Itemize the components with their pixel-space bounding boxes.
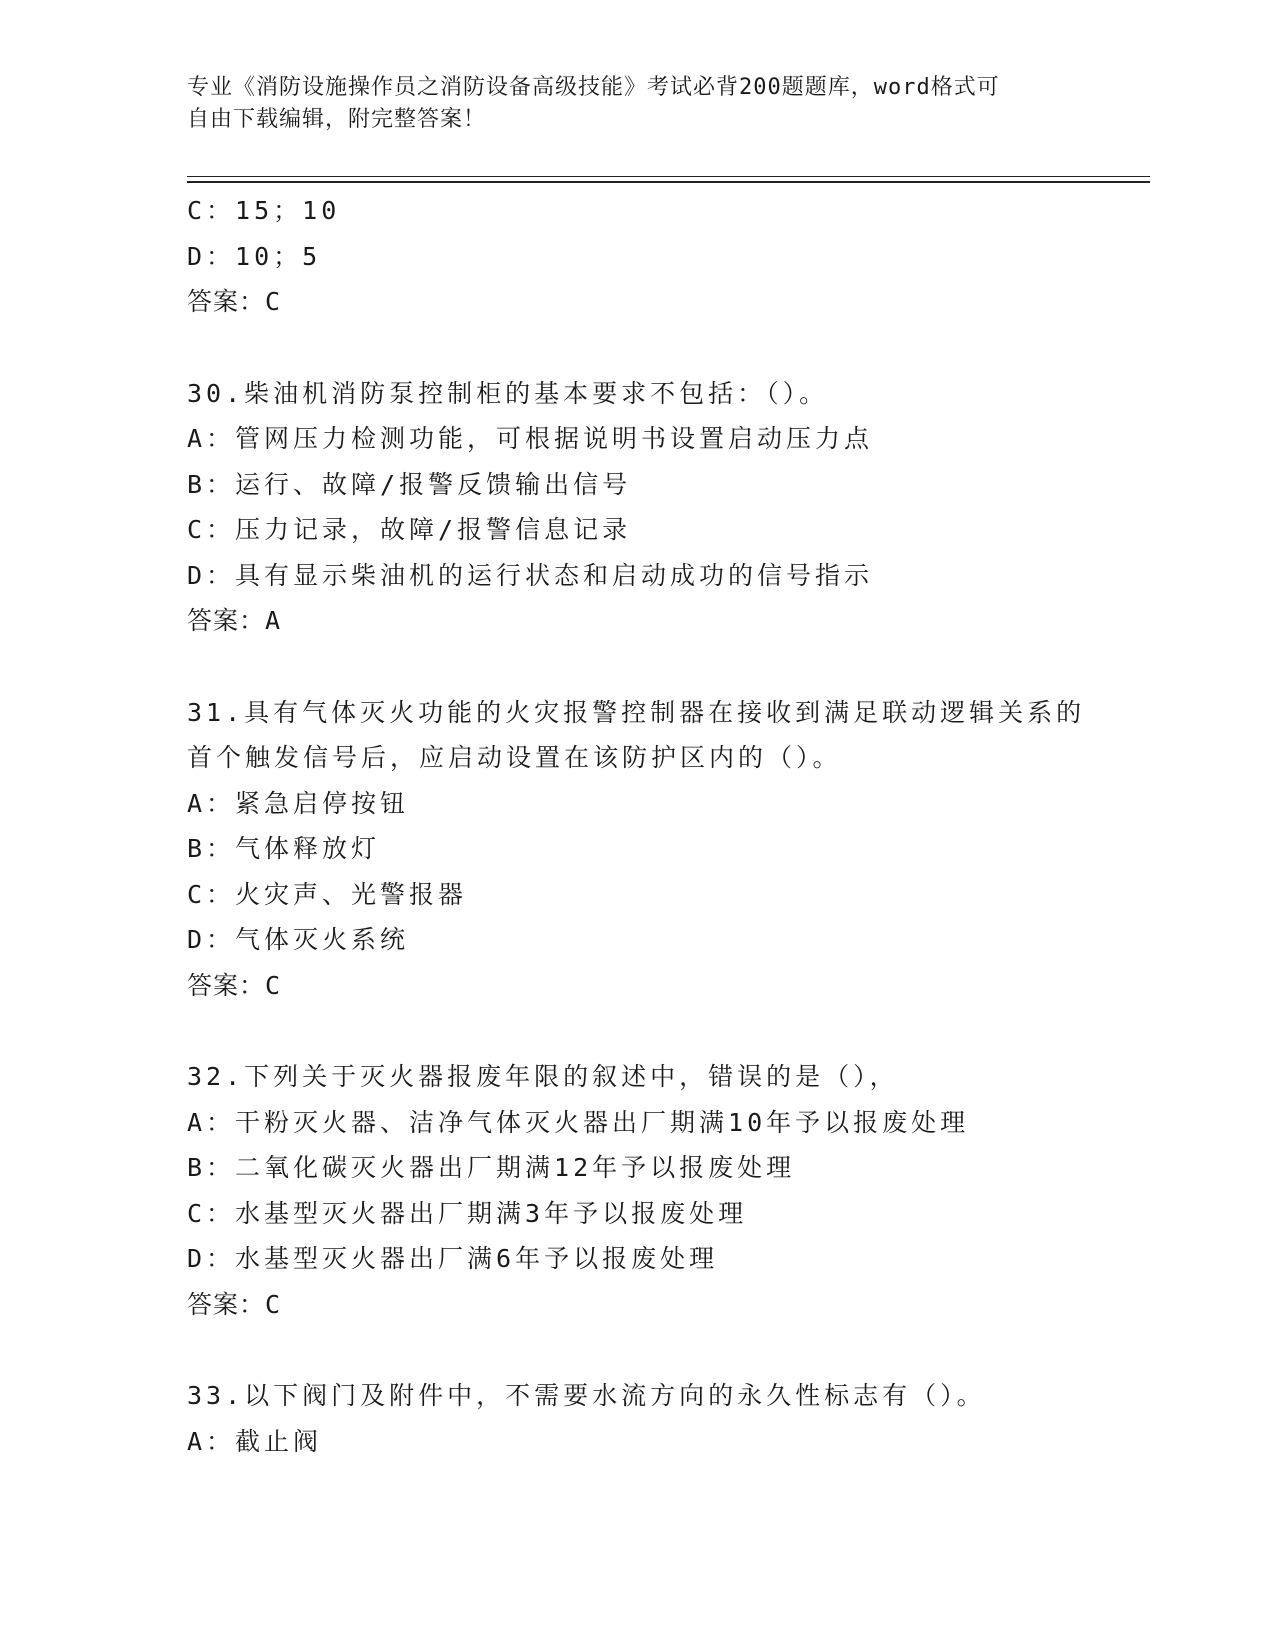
answer-line: 答案：C bbox=[187, 970, 282, 1000]
question-33 bbox=[187, 1373, 1087, 1464]
answer-line: 答案：C bbox=[187, 1289, 282, 1319]
option-c: C：压力记录，故障/报警信息记录 bbox=[187, 515, 632, 544]
previous-question-tail bbox=[187, 188, 1087, 325]
option-a: A：管网压力检测功能，可根据说明书设置启动压力点 bbox=[187, 424, 874, 453]
answer-line: 答案：A bbox=[187, 606, 282, 635]
option-a: A：截止阀 bbox=[187, 1426, 323, 1456]
spacer bbox=[187, 325, 1087, 371]
option-c: C：15；10 bbox=[187, 196, 341, 225]
header-divider-thin bbox=[187, 176, 1150, 177]
spacer bbox=[187, 644, 1087, 690]
question-text: 31.具有气体灭火功能的火灾报警控制器在接收到满足联动逻辑关系的 bbox=[187, 697, 1086, 727]
question-list bbox=[187, 188, 1087, 1464]
option-c: C：水基型灭火器出厂期满3年予以报废处理 bbox=[187, 1198, 748, 1228]
option-b: B：气体释放灯 bbox=[187, 834, 381, 863]
question-text-continued: 首个触发信号后，应启动设置在该防护区内的（）。 bbox=[187, 743, 842, 772]
option-b: B：二氧化碳灭火器出厂期满12年予以报废处理 bbox=[187, 1153, 796, 1182]
question-text: 30.柴油机消防泵控制柜的基本要求不包括：（）。 bbox=[187, 378, 829, 408]
spacer bbox=[187, 1327, 1087, 1373]
answer-line: 答案：C bbox=[187, 287, 282, 316]
option-a: A：干粉灭火器、洁净气体灭火器出厂期满10年予以报废处理 bbox=[187, 1107, 970, 1137]
option-c: C：火灾声、光警报器 bbox=[187, 879, 468, 909]
header-divider-thick bbox=[187, 181, 1150, 183]
question-text: 32.下列关于灭火器报废年限的叙述中，错误的是（）， bbox=[187, 1062, 899, 1091]
option-b: B：运行、故障/报警反馈输出信号 bbox=[187, 469, 632, 499]
spacer bbox=[187, 1008, 1087, 1054]
document-header bbox=[187, 72, 1067, 136]
option-d: D：10；5 bbox=[187, 241, 322, 271]
question-30 bbox=[187, 371, 1087, 644]
header-line-1: 专业《消防设施操作员之消防设备高级技能》考试必背200题题库，word格式可 bbox=[187, 75, 1000, 100]
question-text: 33.以下阀门及附件中，不需要水流方向的永久性标志有（）。 bbox=[187, 1381, 986, 1410]
option-d: D：水基型灭火器出厂满6年予以报废处理 bbox=[187, 1244, 719, 1273]
option-d: D：具有显示柴油机的运行状态和启动成功的信号指示 bbox=[187, 560, 874, 590]
option-d: D：气体灭火系统 bbox=[187, 925, 410, 954]
header-line-2: 自由下载编辑，附完整答案！ bbox=[187, 107, 487, 132]
question-32 bbox=[187, 1054, 1087, 1327]
option-a: A：紧急启停按钮 bbox=[187, 788, 410, 818]
question-31 bbox=[187, 690, 1087, 1009]
